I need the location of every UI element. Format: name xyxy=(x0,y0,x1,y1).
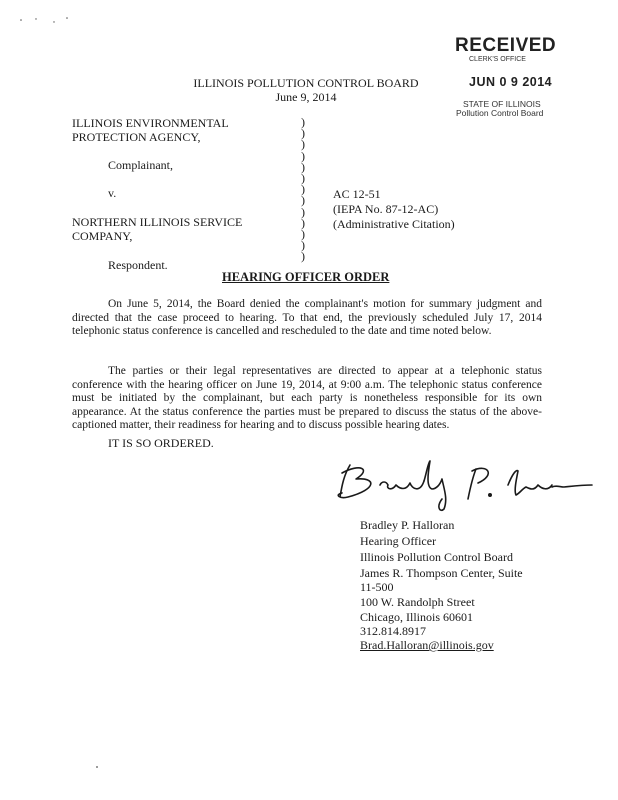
complainant-name-line1: ILLINOIS ENVIRONMENTAL xyxy=(72,116,229,130)
paragraph-1-text: On June 5, 2014, the Board denied the complainant's motion for summary judgment and directed that the case proceed to hearing. To that end, the previously scheduled July 17, 2014 telephonic status conference is cancelled and rescheduled to the date and time noted below. xyxy=(72,298,542,338)
scan-specks xyxy=(18,10,78,30)
stamp-office: CLERK'S OFFICE xyxy=(469,56,526,63)
complainant-name-line2: PROTECTION AGENCY, xyxy=(72,130,201,144)
stamp-received: RECEIVED xyxy=(455,35,557,56)
paragraph-2-text: The parties or their legal representatives are directed to appear at a telephonic status conference with the hearing officer on June 19, 2014, at 9:00 a.m. The telephonic status conference must be initiated by the complainant, but each party is nonetheless responsible for its own appearance. At the status conference the parties must be prepared to discuss the status of the above-captioned matter, their readiness for hearing and to discuss possible hearing dates. xyxy=(72,365,542,432)
order-date: June 9, 2014 xyxy=(275,90,337,104)
signer-name: Bradley P. Halloran xyxy=(360,518,455,532)
address-line-1: James R. Thompson Center, Suite xyxy=(360,566,523,580)
signer-organization: Illinois Pollution Control Board xyxy=(360,550,514,564)
signer-title: Hearing Officer xyxy=(360,534,437,548)
respondent-name-line1: NORTHERN ILLINOIS SERVICE xyxy=(72,215,243,229)
paragraph-2 xyxy=(72,365,542,433)
stamp-state-line2: Pollution Control Board xyxy=(456,108,544,118)
order-title: HEARING OFFICER ORDER xyxy=(222,270,390,284)
handwritten-signature xyxy=(320,455,595,515)
caption-parentheses: ) ) ) ) ) ) ) ) ) ) ) ) ) xyxy=(301,115,305,264)
board-name: ILLINOIS POLLUTION CONTROL BOARD xyxy=(193,76,419,90)
respondent-role: Respondent. xyxy=(108,258,168,272)
paragraph-1 xyxy=(72,298,542,339)
case-number: AC 12-51 xyxy=(333,187,381,201)
scan-speck-bottom xyxy=(94,764,100,770)
stamp-state-line1: STATE OF ILLINOIS xyxy=(463,99,541,109)
address-line-3: 100 W. Randolph Street xyxy=(360,595,475,609)
case-type: (Administrative Citation) xyxy=(333,217,455,231)
address-line-4: Chicago, Illinois 60601 xyxy=(360,610,473,624)
phone-number: 312.814.8917 xyxy=(360,624,426,638)
address-line-2: 11-500 xyxy=(360,580,394,594)
complainant-role: Complainant, xyxy=(108,158,173,172)
iepa-number: (IEPA No. 87-12-AC) xyxy=(333,202,439,216)
stamp-date: JUN 0 9 2014 xyxy=(469,75,553,89)
so-ordered: IT IS SO ORDERED. xyxy=(108,436,214,450)
versus: v. xyxy=(108,186,117,200)
email-link[interactable]: Brad.Halloran@illinois.gov xyxy=(360,638,494,652)
respondent-name-line2: COMPANY, xyxy=(72,229,133,243)
